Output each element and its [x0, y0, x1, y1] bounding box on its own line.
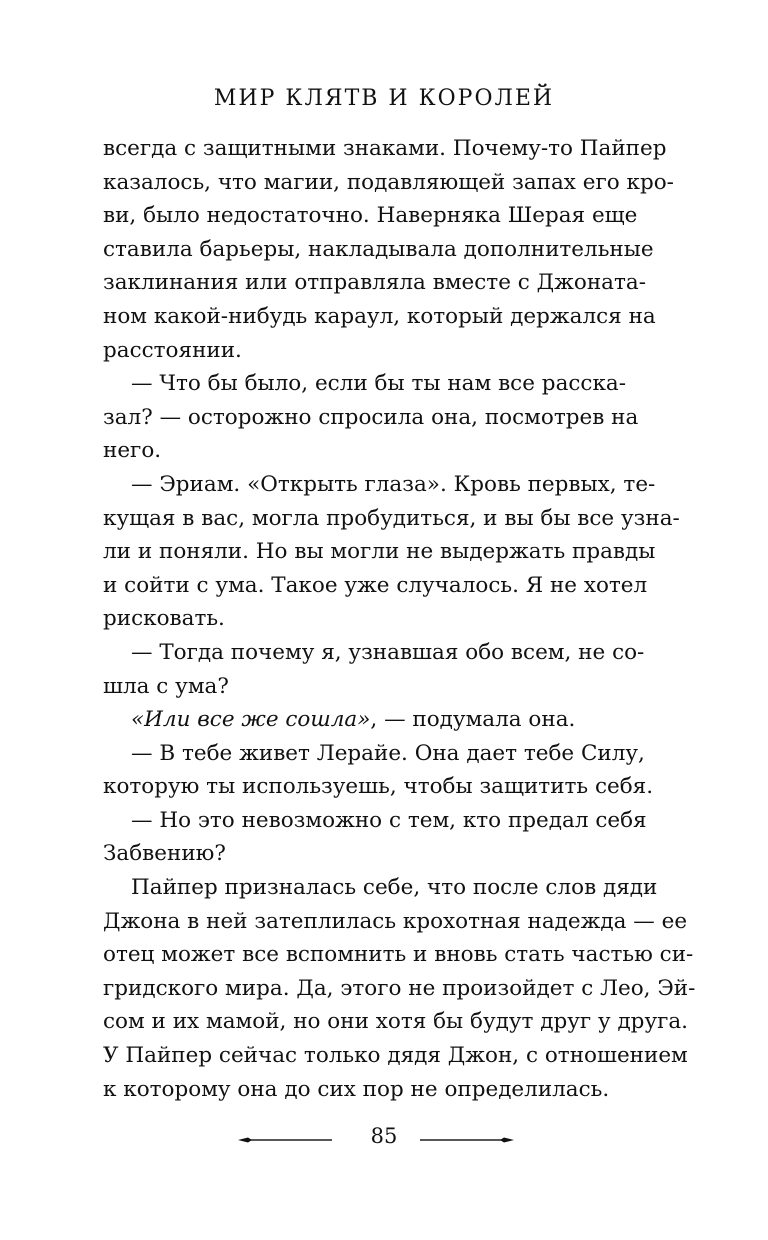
text-line: сом и их мамой, но они хотя бы будут друг у друга. — [103, 1009, 689, 1035]
text-line: — Эриам. «Открыть глаза». Кровь первых, те- — [131, 471, 656, 497]
paragraph — [103, 871, 696, 1106]
paragraph — [103, 804, 647, 871]
text-line: — В тебе живет Лерайе. Она дает тебе Силу, — [131, 740, 645, 766]
text-line: — Что бы было, если бы ты нам все расска- — [131, 371, 626, 397]
text-line: — Тогда почему я, узнавшая обо всем, не со- — [131, 639, 645, 665]
text-line: Пайпер призналась себе, что после слов дяди — [131, 875, 658, 901]
text-line: Джона в ней затеплилась крохотная надежда — ее — [103, 908, 688, 934]
text-line: шла с ума? — [103, 673, 229, 699]
text-line: заклинания или отправляла вместе с Джоната- — [103, 270, 646, 296]
text-line: расстоянии. — [103, 337, 242, 363]
text-line: ставила барьеры, накладывала дополнительные — [103, 236, 654, 262]
text-line: Забвению? — [103, 841, 226, 867]
text-line: У Пайпер сейчас только дядя Джон, с отношением — [103, 1043, 688, 1069]
text-line: казалось, что магии, подавляющей запах его кро- — [103, 169, 674, 195]
text-line: зал? — осторожно спросила она, посмотрев на — [103, 404, 639, 430]
paragraph — [103, 703, 626, 737]
text-line: отец может все вспомнить и вновь стать частью си- — [103, 942, 694, 968]
right-ornament-icon — [420, 1137, 514, 1141]
text-line: ном какой-нибудь караул, который держался на — [103, 303, 656, 329]
paragraph — [103, 132, 674, 367]
paragraph — [103, 636, 645, 703]
text-line: ви, было недостаточно. Наверняка Шерая еще — [103, 203, 638, 229]
running-head: МИР КЛЯТВ И КОРОЛЕЙ — [213, 86, 555, 111]
text-line: ли и поняли. Но вы могли не выдержать правды — [103, 539, 656, 565]
paragraph — [103, 468, 680, 636]
page-footer — [0, 1124, 768, 1154]
text-line: него. — [103, 438, 162, 464]
paragraph — [103, 367, 639, 468]
italic-thought: «Или все же сошла» — [131, 707, 371, 733]
text-line: и сойти с ума. Такое уже случалось. Я не хотел — [103, 572, 648, 598]
body-text — [103, 132, 696, 1106]
text-line: гридского мира. Да, этого не произойдет с Лео, Эй- — [103, 975, 696, 1001]
text-line: кущая в вас, могла пробудиться, и вы бы все узна- — [103, 505, 680, 531]
paragraph — [103, 737, 654, 804]
page-number: 85 — [370, 1124, 398, 1148]
text-rest: , — подумала она. — [370, 707, 576, 733]
text-line: рисковать. — [103, 606, 225, 632]
text-line: всегда с защитными знаками. Почему-то Пайпер — [103, 136, 667, 161]
text-line: — Но это невозможно с тем, кто предал себя — [131, 807, 647, 833]
text-line: к которому она до сих пор не определилась. — [103, 1076, 610, 1102]
text-line — [103, 703, 626, 737]
text-line: которую ты используешь, чтобы защитить себя. — [103, 774, 654, 800]
